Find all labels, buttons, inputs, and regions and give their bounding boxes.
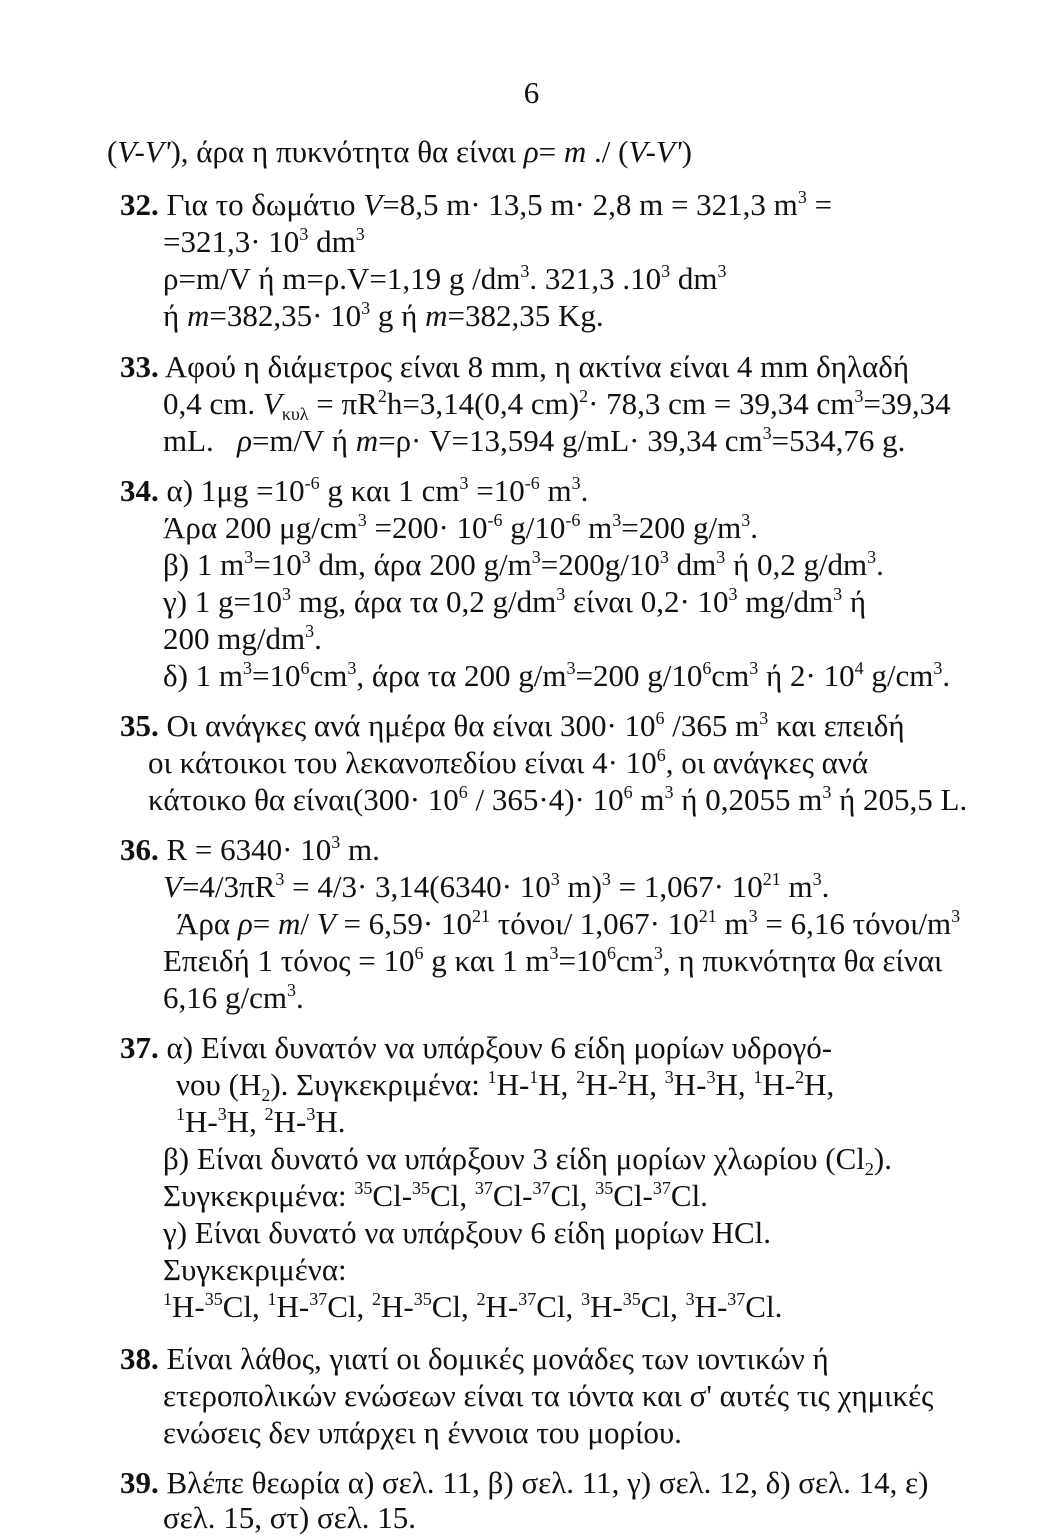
- answer-36-line-1: 36. $R = 6340\cdot 10^3$ m.: [120, 832, 380, 867]
- answer-37-line-4: β) Είναι δυνατό να υπάρξουν 3 είδη μορίων χλωρίου $(Cl_2)$.: [163, 1141, 892, 1179]
- answer-38-line-1: 38. Είναι λάθος, γιατί οι δομικές μονάδες των ιοντικών ή: [120, 1341, 829, 1376]
- answer-32-line-1: 32. Για το δωμάτιο V=8,5 m· 13,5 m· 2,8 m = 321,3 $m^3$ =: [120, 187, 833, 222]
- answer-37-line-3: $^1$H-$^3$H, $^2$H-$^3$H.: [176, 1104, 346, 1139]
- answer-35-line-2: οι κάτοικοι του λεκανοπεδίου είναι $4\cdot 10^6$, οι ανάγκες ανά: [148, 745, 869, 780]
- answer-32-line-4: ή $m=382,35\cdot 10^3$ g ή m=382,35 Kg.: [163, 298, 604, 333]
- answer-37-line-6: γ) Είναι δυνατό να υπάρξουν 6 είδη μορίων HCl.: [163, 1215, 772, 1250]
- answer-34-line-5: 200 $mg/dm^3$.: [163, 621, 322, 656]
- answer-37-line-1: 37. α) Είναι δυνατόν να υπάρξουν 6 είδη μορίων υδρογό-: [120, 1030, 833, 1065]
- answer-33-line-3: mL. ρ=m/V ή m=ρ· V=13,594 g/mL· 39,34 $cm^3=534,76$ g.: [163, 423, 906, 458]
- answer-37-line-2: νου $(H_2)$. Συγκεκριμένα: $^1$H-$^1$H, $^2$H-$^2$H, $^3$H-$^3$H, $^1$H-$^2$H,: [176, 1067, 835, 1105]
- answer-34-line-4: γ) 1 $g=10^3$ mg, άρα τα 0,2 $g/dm^3$ είναι $0,2\cdot 10^3$ $mg/dm^3$ ή: [163, 584, 867, 619]
- answer-34-line-6: δ) 1 $m^3=10^6cm^3$, άρα τα 200 $g/m^3=200$ $g/10^6cm^3$ ή $2\cdot 10^4$ $g/cm^3$.: [163, 658, 951, 693]
- answer-36-line-5: 6,16 $g/cm^3$.: [163, 980, 304, 1015]
- answer-36-line-3: Άρα ρ= m/ $V = 6,59\cdot 10^{21}$ τόνοι/ $1,067\cdot 10^{21}$ $m^3 = 6,16$ τόνοι/$m^3$: [176, 906, 961, 941]
- answer-35-line-1: 35. Οι ανάγκες ανά ημέρα θα είναι $300\cdot 10^6$ /365 $m^3$ και επειδή: [120, 708, 905, 743]
- answer-37-line-5: Συγκεκριμένα: $^{35}$Cl-$^{35}$Cl, $^{37}$Cl-$^{37}$Cl, $^{35}$Cl-$^{37}$Cl.: [163, 1178, 708, 1213]
- page-number: 6: [523, 75, 540, 110]
- answer-35-line-3: κάτοικο θα $\varepsilon ί\nu\alpha\iota(300\cdot 10^6 / 365\cdot 4)\cdot 10^6$ $m^3$ ή 0,2055 $m^3$ ή 205,5 L.: [148, 782, 968, 817]
- answer-37-line-8: $^1$H-$^{35}$Cl, $^1$H-$^{37}$Cl, $^2$H-$^{35}$Cl, $^2$H-$^{37}$Cl, $^3$H-$^{35}$Cl, $^3$H-$^{37}$Cl.: [163, 1289, 783, 1324]
- answer-31-line-1: (V-V'), άρα η πυκνότητα θα είναι ρ= m ./ (V-V'): [107, 134, 692, 169]
- answer-39-line-1: 39. Βλέπε θεωρία α) σελ. 11, β) σελ. 11, γ) σελ. 12, δ) σελ. 14, ε): [120, 1465, 929, 1500]
- answer-33-line-1: 33. Αφού η διάμετρος είναι 8 mm, η ακτίνα είναι 4 mm δηλαδή: [120, 349, 910, 384]
- answer-39-line-2: σελ. 15, στ) σελ. 15.: [163, 1500, 417, 1535]
- answer-34-line-3: β) 1 $m^3=10^3$ dm, άρα 200 $g/m^3=200g/10^3$ $dm^3$ ή 0,2 $g/dm^3$.: [163, 547, 884, 582]
- answer-36-line-4: Επειδή 1 $\tau ό\nu o\varsigma = 10^6$ g και 1 $m^3=10^6cm^3$, η πυκνότητα θα είναι: [163, 943, 943, 978]
- answer-34-line-2: Άρα 200 $\mu g/cm^3 =200\cdot 10^{-6}$ $g/10^{-6}$ $m^3=200$ $g/m^3$.: [163, 510, 758, 545]
- answer-38-line-3: ενώσεις δεν υπάρχει η έννοια του μορίου.: [163, 1415, 682, 1450]
- answer-32-line-3: ρ=m/V ή m=ρ.V=1,19 g $/dm^3$. 321,3 $.10^3$ $dm^3$: [163, 261, 727, 296]
- answer-33-line-2: 0,4 cm. $V_{\kappa\upsilon\lambda} = \pi R^2h=3,14(0,4$ cm)$^2$· 78,3 cm = 39,34 $cm^3=39,34$: [163, 386, 951, 424]
- answer-32-line-2: $=321,3\cdot 10^3$ $dm^3$: [163, 224, 365, 259]
- answer-34-line-1: 34. α) $1\mu g =10^{-6}$ g και 1 $cm^3 =10^{-6}$ $m^3$.: [120, 473, 589, 508]
- answer-36-line-2: $V=4/3\pi R^3 = 4/3\cdot 3,14(6340\cdot 10^3$ $m)^3 = 1,067\cdot 10^{21}$ $m^3$.: [163, 869, 830, 904]
- answer-37-line-7: Συγκεκριμένα:: [163, 1252, 347, 1287]
- answer-38-line-2: ετεροπολικών ενώσεων είναι τα ιόντα και σ' αυτές τις χημικές: [163, 1378, 934, 1413]
